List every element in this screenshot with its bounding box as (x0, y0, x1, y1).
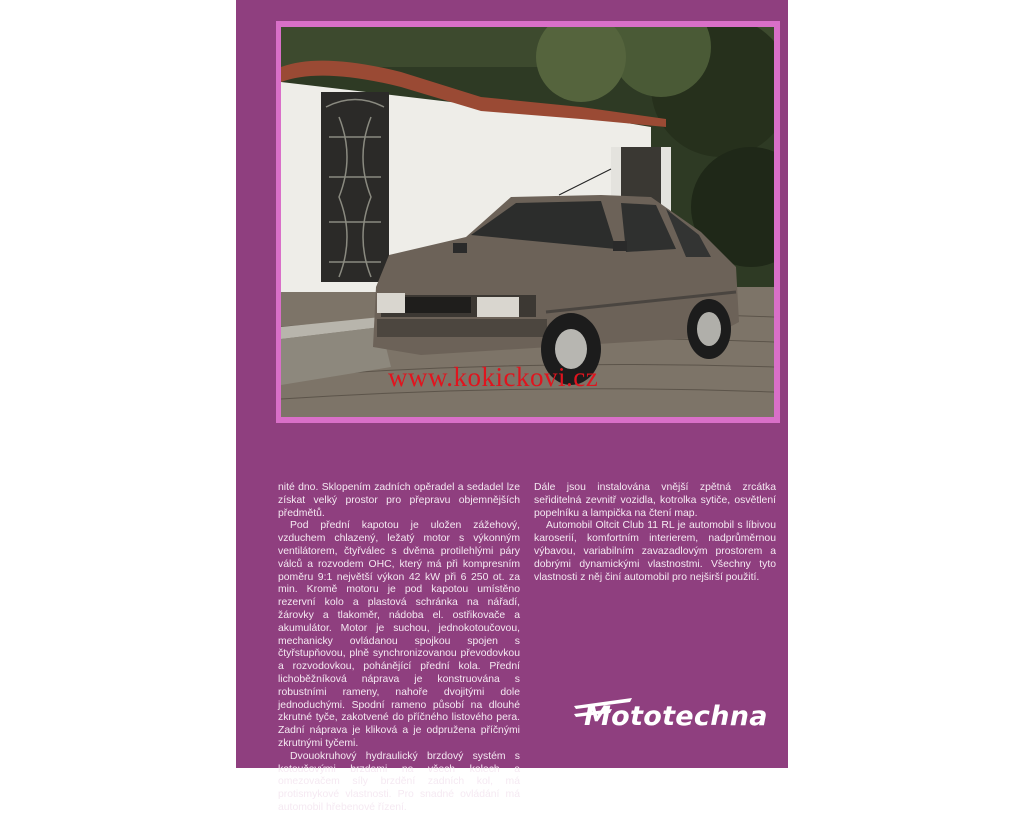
paragraph: Dále jsou instalována vnější zpětná zrcátka seřiditelná zevnitř vozidla, kotrolka sytiče, osvětlení popelníku a lampička na čtení map. (534, 482, 776, 519)
paragraph: nité dno. Sklopením zadních opěradel a sedadel lze získat velký prostor pro přepravu objemnějších předmětů. (278, 482, 520, 519)
watermark-text: www.kokickovi.cz (388, 362, 599, 392)
text-column-right (534, 482, 776, 584)
text-column-left (278, 482, 520, 815)
brand-logo-text: Mototechna (584, 701, 768, 732)
paragraph: Dvouokruhový hydraulický brzdový systém s kotoučovými brzdami na všech kolech a omezovačem síly brzdění zadních kol, má protismykové vlastnosti. Pro snadné ovládání má automobil hřebenové řízení. (278, 750, 520, 813)
paragraph: Pod přední kapotou je uložen zážehový, vzduchem chlazený, ležatý motor s výkonným ventilátorem, čtyřválec s dvěma protilehlými páry válců a rozvodem OHC, který má při kompresním poměru 9:1 největší výkon 42 kW při 6 250 ot. za min. Kromě motoru je pod kapotou umístěno rezervní kolo a plastová schránka na nářadí, žárovky a tlakoměr, nádoba el. ostřikovače a akumulátor. Motor je suchou, jednokotoučovou, mechanicky ovládanou spojkou spojen s čtyřstupňovou, plně synchronizovanou převodovkou a rozvodovkou, pohánějící přední kola. Přední lichoběžníková náprava je konstruována s robustními rameny, nahoře dvojitými dole jednoduchými. Spodní rameno působí na dlouhé zkrutné tyče, zakotvené do příčného listového pera. Zadní náprava je kliková a je odpružena příčnými zkrutnými tyčemi. (278, 520, 520, 749)
paragraph: Automobil Oltcit Club 11 RL je automobil s líbivou karoserií, komfortním interierem, nadprůměrnou výbavou, variabilním zavazadlovým prostorem a dobrými dynamickými vlastnostmi. Všechny tyto vlastnosti z něj činí automobil pro nejširší použití. (534, 520, 776, 583)
car-photo (281, 27, 774, 417)
